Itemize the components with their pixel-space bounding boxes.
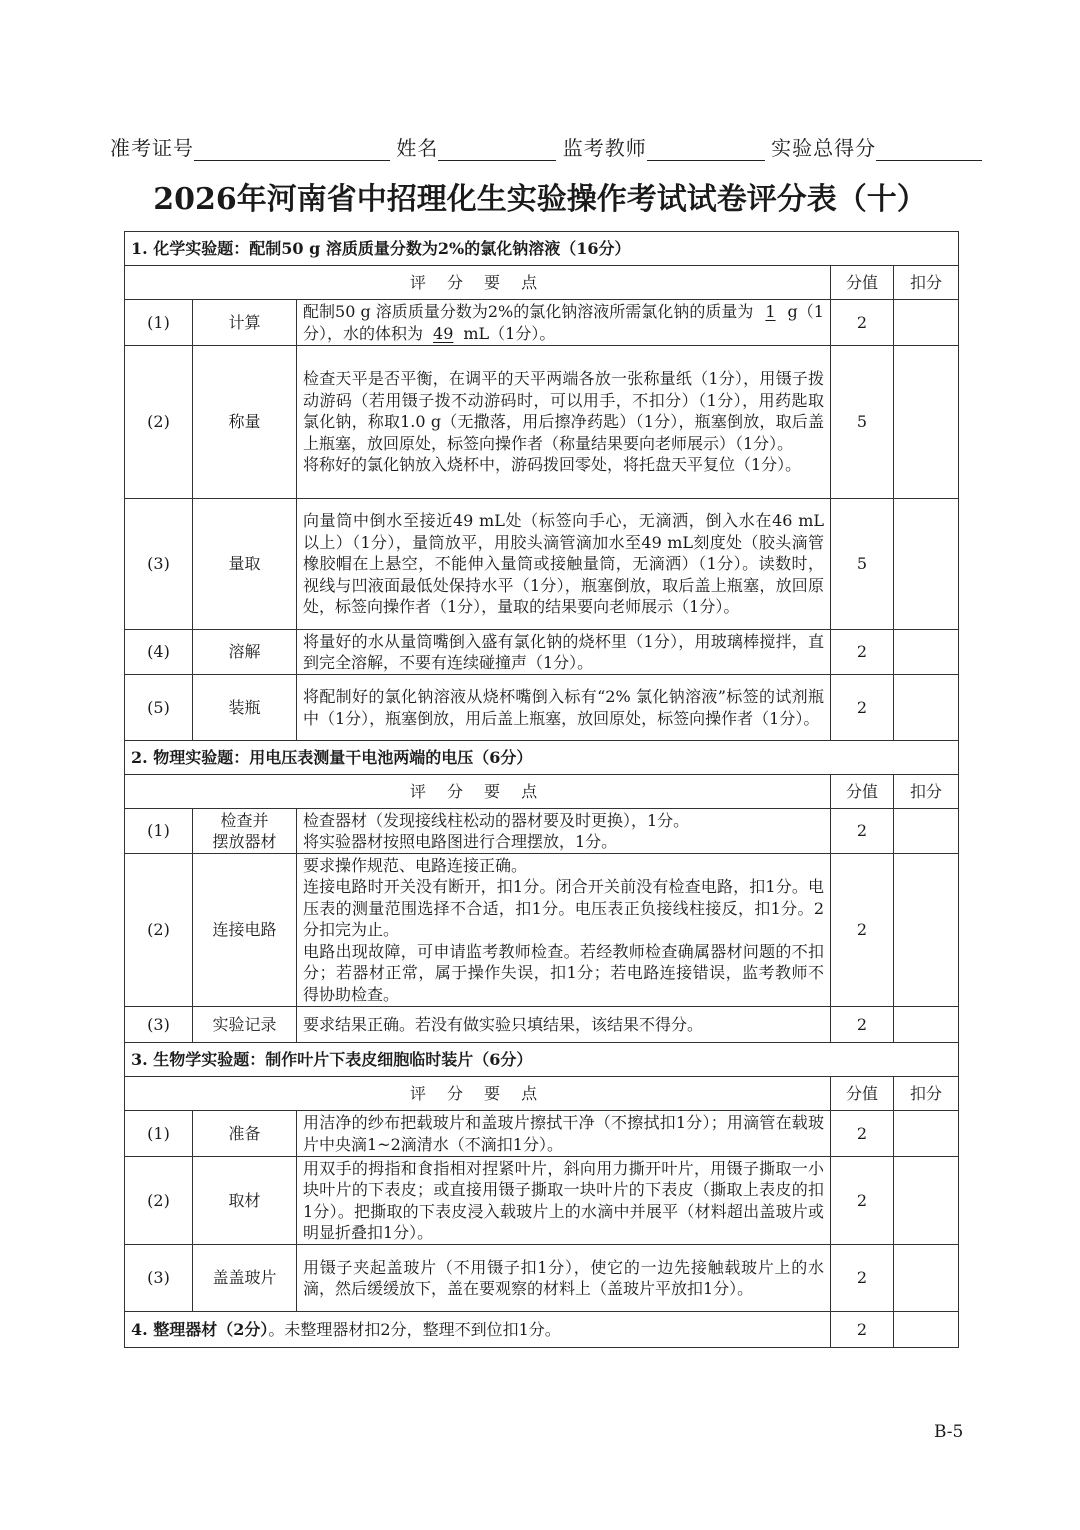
total-score-blank[interactable] xyxy=(876,138,982,161)
col-score-header: 分值 xyxy=(831,1077,894,1111)
row-number: (1) xyxy=(125,809,193,854)
row-step-name: 计算 xyxy=(193,300,297,346)
row-number: (2) xyxy=(125,346,193,499)
row-score: 5 xyxy=(831,346,894,499)
row-score: 2 xyxy=(831,809,894,854)
proctor-blank[interactable] xyxy=(647,138,765,161)
col-points-header: 评 分 要 点 xyxy=(125,266,831,300)
row-description: 用洁净的纱布把载玻片和盖玻片擦拭干净（不擦拭扣1分）；用滴管在载玻片中央滴1~2滴清水（不滴扣1分）。 xyxy=(297,1111,831,1157)
exam-info-header xyxy=(110,132,980,162)
exam-id-blank[interactable] xyxy=(194,138,390,161)
section1-title: 1. 化学实验题：配制50 g 溶质质量分数为2%的氯化钠溶液（16分） xyxy=(125,232,959,266)
row-step-name: 准备 xyxy=(193,1111,297,1157)
row-deduct-cell[interactable] xyxy=(894,300,959,346)
row-score: 2 xyxy=(831,854,894,1007)
row-description: 将量好的水从量筒嘴倒入盛有氯化钠的烧杯里（1分），用玻璃棒搅拌，直到完全溶解，不要有连续碰撞声（1分）。 xyxy=(297,630,831,675)
row-score: 2 xyxy=(831,630,894,675)
row-deduct-cell[interactable] xyxy=(894,1157,959,1245)
row-number: (4) xyxy=(125,630,193,675)
row-deduct-cell[interactable] xyxy=(894,630,959,675)
row-score: 2 xyxy=(831,1312,894,1348)
row-number: (1) xyxy=(125,1111,193,1157)
section1-title-row xyxy=(125,232,959,266)
row-score: 2 xyxy=(831,1007,894,1043)
col-deduct-header: 扣分 xyxy=(894,775,959,809)
row-score: 5 xyxy=(831,499,894,630)
row-description: 用镊子夹起盖玻片（不用镊子扣1分），使它的一边先接触载玻片上的水滴，然后缓缓放下，盖在要观察的材料上（盖玻片平放扣1分）。 xyxy=(297,1245,831,1312)
row-description: 将配制好的氯化钠溶液从烧杯嘴倒入标有“2% 氯化钠溶液”标签的试剂瓶中（1分），瓶塞倒放，用后盖上瓶塞，放回原处，标签向操作者（1分）。 xyxy=(297,675,831,741)
row-score: 2 xyxy=(831,675,894,741)
section2-title-row xyxy=(125,741,959,775)
table-row xyxy=(125,499,959,630)
section3-title: 3. 生物学实验题：制作叶片下表皮细胞临时装片（6分） xyxy=(125,1043,959,1077)
row-number: (3) xyxy=(125,1007,193,1043)
col-deduct-header: 扣分 xyxy=(894,1077,959,1111)
table-row xyxy=(125,809,959,854)
row-deduct-cell[interactable] xyxy=(894,1312,959,1348)
col-points-header: 评 分 要 点 xyxy=(125,1077,831,1111)
row-step-name: 称量 xyxy=(193,346,297,499)
row-description: 要求操作规范、电路连接正确。 连接电路时开关没有断开，扣1分。闭合开关前没有检查电路，扣1分。电压表的测量范围选择不合适，扣1分。电压表正负接线柱接反，扣1分。2分扣完为止。 电路出现故障，可申请监考教师检查。若经教师检查确属器材问题的不扣分；若器材正常，属于操作失误，扣1分；若电路连接错误，监考教师不得协助检查。 xyxy=(297,854,831,1007)
row-step-name: 装瓶 xyxy=(193,675,297,741)
table-row xyxy=(125,1111,959,1157)
section3-header-row xyxy=(125,1077,959,1111)
row-deduct-cell[interactable] xyxy=(894,1007,959,1043)
section4-row xyxy=(125,1312,959,1348)
row-deduct-cell[interactable] xyxy=(894,1111,959,1157)
row-score: 2 xyxy=(831,300,894,346)
section2-header-row xyxy=(125,775,959,809)
row-step-name: 溶解 xyxy=(193,630,297,675)
row-number: (3) xyxy=(125,499,193,630)
table-row xyxy=(125,1157,959,1245)
row-deduct-cell[interactable] xyxy=(894,499,959,630)
row-score: 2 xyxy=(831,1245,894,1312)
scoring-table xyxy=(124,231,959,1348)
row-step-name: 取材 xyxy=(193,1157,297,1245)
section1-header-row xyxy=(125,266,959,300)
row-description: 检查天平是否平衡，在调平的天平两端各放一张称量纸（1分），用镊子拨动游码（若用镊子拨不动游码时，可以用手，不扣分）（1分），用药匙取氯化钠，称取1.0 g（无撒落，用后擦净药匙）（1分），瓶塞倒放，取后盖上瓶塞，放回原处，标签向操作者（称量结果要向老师展示）（1分）。 将称好的氯化钠放入烧杯中，游码拨回零处，将托盘天平复位（1分）。 xyxy=(297,346,831,499)
row-description: 要求结果正确。若没有做实验只填结果，该结果不得分。 xyxy=(297,1007,831,1043)
row-number: (1) xyxy=(125,300,193,346)
section4-title: 4. 整理器材（2分） xyxy=(131,1319,269,1339)
answer-blank-nacl-mass[interactable]: 1 xyxy=(765,302,776,321)
total-score-label: 实验总得分 xyxy=(771,136,877,160)
row-description: 检查器材（发现接线柱松动的器材要及时更换），1分。 将实验器材按照电路图进行合理摆放，1分。 xyxy=(297,809,831,854)
section2-title: 2. 物理实验题：用电压表测量干电池两端的电压（6分） xyxy=(125,741,959,775)
row-step-name: 连接电路 xyxy=(193,854,297,1007)
page-number: B-5 xyxy=(934,1422,964,1442)
row-deduct-cell[interactable] xyxy=(894,346,959,499)
col-points-header: 评 分 要 点 xyxy=(125,775,831,809)
row-score: 2 xyxy=(831,1111,894,1157)
table-row xyxy=(125,675,959,741)
row-step-name: 盖盖玻片 xyxy=(193,1245,297,1312)
col-score-header: 分值 xyxy=(831,775,894,809)
row-description: 用双手的拇指和食指相对捏紧叶片，斜向用力撕开叶片，用镊子撕取一小块叶片的下表皮；或直接用镊子撕取一块叶片的下表皮（撕取上表皮的扣1分）。把撕取的下表皮浸入载玻片上的水滴中并展平（材料超出盖玻片或明显折叠扣1分）。 xyxy=(297,1157,831,1245)
table-row xyxy=(125,300,959,346)
answer-blank-water-volume[interactable]: 49 xyxy=(433,323,454,343)
row-score: 2 xyxy=(831,1157,894,1245)
section4-description: 4. 整理器材（2分）。未整理器材扣2分，整理不到位扣1分。 xyxy=(125,1312,831,1348)
table-row xyxy=(125,630,959,675)
col-deduct-header: 扣分 xyxy=(894,266,959,300)
row-number: (2) xyxy=(125,1157,193,1245)
proctor-label: 监考教师 xyxy=(562,136,647,160)
row-deduct-cell[interactable] xyxy=(894,1245,959,1312)
row-step-name: 检查并 摆放器材 xyxy=(193,809,297,854)
row-step-name: 实验记录 xyxy=(193,1007,297,1043)
section3-title-row xyxy=(125,1043,959,1077)
table-row xyxy=(125,346,959,499)
table-row xyxy=(125,1245,959,1312)
exam-id-label: 准考证号 xyxy=(110,136,194,160)
col-score-header: 分值 xyxy=(831,266,894,300)
page-title: 2026年河南省中招理化生实验操作考试试卷评分表（十） xyxy=(153,182,927,217)
name-blank[interactable] xyxy=(438,138,556,161)
table-row xyxy=(125,1007,959,1043)
row-number: (3) xyxy=(125,1245,193,1312)
table-row xyxy=(125,854,959,1007)
name-label: 姓名 xyxy=(396,136,439,160)
row-deduct-cell[interactable] xyxy=(894,809,959,854)
row-number: (5) xyxy=(125,675,193,741)
row-description: 配制50 g 溶质质量分数为2%的氯化钠溶液所需氯化钠的质量为 1 g（1分），水的体积为 49 mL（1分）。 xyxy=(297,300,831,346)
row-deduct-cell[interactable] xyxy=(894,675,959,741)
row-deduct-cell[interactable] xyxy=(894,854,959,1007)
row-step-name: 量取 xyxy=(193,499,297,630)
row-description: 向量筒中倒水至接近49 mL处（标签向手心，无滴洒，倒入水在46 mL 以上）（1分），量筒放平，用胶头滴管滴加水至49 mL刻度处（胶头滴管橡胶帽在上悬空，不能伸入量筒或接触量筒，无滴洒）（1分）。读数时，视线与凹液面最低处保持水平（1分），瓶塞倒放，取后盖上瓶塞，放回原处，标签向操作者（1分），量取的结果要向老师展示（1分）。 xyxy=(297,499,831,630)
row-number: (2) xyxy=(125,854,193,1007)
